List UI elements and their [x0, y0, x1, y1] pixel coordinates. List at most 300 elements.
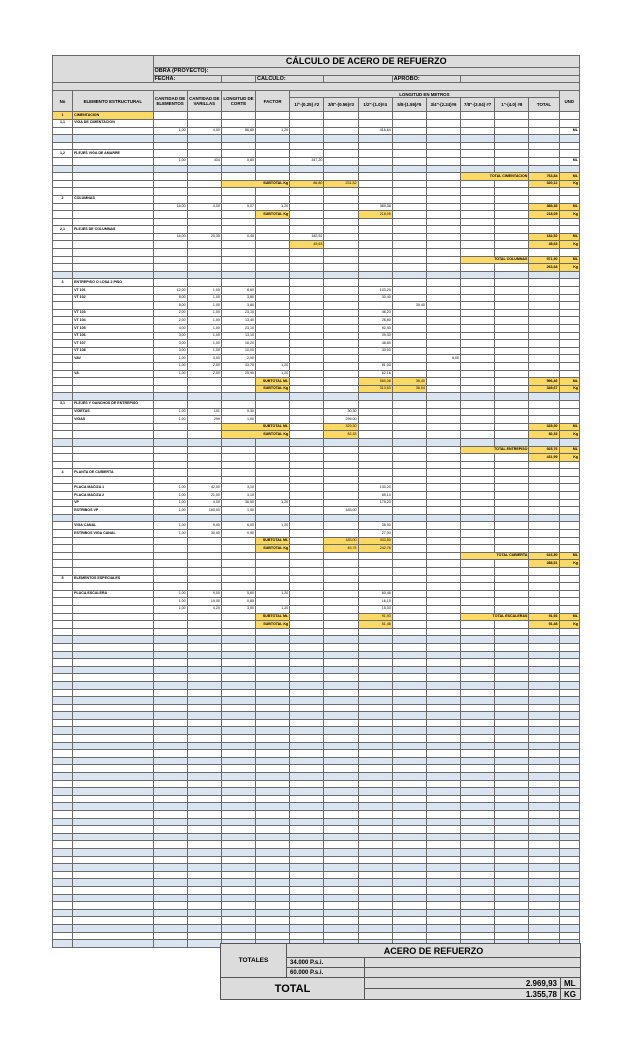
- cell-und[interactable]: [559, 469, 579, 477]
- cell-longitud-corte[interactable]: [221, 173, 255, 181]
- cell-bar-3[interactable]: [324, 727, 358, 735]
- cell-cantidad-varillas[interactable]: [187, 643, 221, 651]
- cell-cantidad-elementos[interactable]: [153, 469, 187, 477]
- cell-elemento[interactable]: [73, 735, 153, 743]
- cell-und[interactable]: [559, 226, 579, 234]
- cell-bar-2[interactable]: [290, 886, 324, 894]
- cell-bar-3[interactable]: [324, 575, 358, 583]
- cell-bar-7[interactable]: [461, 454, 495, 462]
- cell-bar-6[interactable]: [426, 636, 460, 644]
- cell-factor[interactable]: [256, 575, 290, 583]
- cell-total[interactable]: [529, 841, 559, 849]
- cell-total[interactable]: 82,33: [529, 431, 559, 439]
- cell-und[interactable]: [559, 393, 579, 401]
- cell-bar-2[interactable]: [290, 317, 324, 325]
- cell-bar-6[interactable]: [426, 613, 460, 621]
- cell-cantidad-varillas[interactable]: [187, 150, 221, 158]
- cell-cantidad-varillas[interactable]: [187, 909, 221, 917]
- cell-cantidad-elementos[interactable]: [153, 902, 187, 910]
- cell-cantidad-varillas[interactable]: [187, 940, 221, 948]
- cell-bar-6[interactable]: [426, 621, 460, 629]
- cell-no[interactable]: [53, 180, 73, 188]
- cell-cantidad-varillas[interactable]: [187, 795, 221, 803]
- cell-elemento[interactable]: PLACA MACIZA 1: [73, 484, 153, 492]
- cell-bar-5[interactable]: [392, 362, 426, 370]
- cell-bar-4[interactable]: [358, 575, 392, 583]
- cell-no[interactable]: [53, 264, 73, 272]
- cell-bar-5[interactable]: [392, 886, 426, 894]
- cell-bar-8[interactable]: [495, 507, 529, 515]
- cell-bar-7[interactable]: [461, 628, 495, 636]
- cell-factor[interactable]: [256, 864, 290, 872]
- cell-und[interactable]: ML: [559, 446, 579, 454]
- cell-bar-3[interactable]: [324, 788, 358, 796]
- cell-bar-5[interactable]: [392, 659, 426, 667]
- cell-bar-5[interactable]: [392, 423, 426, 431]
- cell-und[interactable]: [559, 461, 579, 469]
- cell-elemento[interactable]: [73, 841, 153, 849]
- cell-bar-7[interactable]: [461, 795, 495, 803]
- cell-bar-4[interactable]: [358, 469, 392, 477]
- cell-bar-4[interactable]: [358, 871, 392, 879]
- cell-factor[interactable]: [256, 552, 290, 560]
- cell-cantidad-elementos[interactable]: [153, 940, 187, 948]
- cell-no[interactable]: [53, 795, 73, 803]
- cell-bar-4[interactable]: [358, 689, 392, 697]
- cell-factor[interactable]: [256, 803, 290, 811]
- cell-total[interactable]: [529, 537, 559, 545]
- cell-elemento[interactable]: [73, 264, 153, 272]
- cell-und[interactable]: [559, 894, 579, 902]
- cell-longitud-corte[interactable]: 25,90: [221, 370, 255, 378]
- cell-total[interactable]: [529, 651, 559, 659]
- cell-bar-2[interactable]: 347,20: [290, 157, 324, 165]
- cell-bar-4[interactable]: [358, 461, 392, 469]
- cell-total[interactable]: [529, 416, 559, 424]
- cell-cantidad-varillas[interactable]: [187, 119, 221, 127]
- cell-total[interactable]: [529, 507, 559, 515]
- cell-bar-7[interactable]: [461, 917, 495, 925]
- cell-bar-8[interactable]: [495, 598, 529, 606]
- cell-elemento[interactable]: [73, 940, 153, 948]
- cell-bar-3[interactable]: [324, 264, 358, 272]
- cell-total[interactable]: 218,05: [529, 211, 559, 219]
- cell-bar-3[interactable]: [324, 218, 358, 226]
- cell-longitud-corte[interactable]: [221, 545, 255, 553]
- cell-factor[interactable]: [256, 347, 290, 355]
- cell-bar-2[interactable]: [290, 211, 324, 219]
- cell-bar-4[interactable]: [358, 909, 392, 917]
- cell-bar-7[interactable]: [461, 476, 495, 484]
- cell-bar-8[interactable]: [495, 712, 529, 720]
- cell-bar-3[interactable]: 82,33: [324, 431, 358, 439]
- cell-elemento[interactable]: [73, 666, 153, 674]
- cell-no[interactable]: [53, 712, 73, 720]
- cell-cantidad-varillas[interactable]: [187, 848, 221, 856]
- cell-longitud-corte[interactable]: SUBTOTAL ML: [221, 423, 289, 431]
- cell-factor[interactable]: [256, 393, 290, 401]
- cell-bar-5[interactable]: [392, 681, 426, 689]
- cell-und[interactable]: [559, 355, 579, 363]
- cell-factor[interactable]: [256, 788, 290, 796]
- cell-longitud-corte[interactable]: [221, 226, 255, 234]
- cell-bar-5[interactable]: [392, 461, 426, 469]
- cell-longitud-corte[interactable]: [221, 560, 255, 568]
- cell-bar-3[interactable]: [324, 871, 358, 879]
- cell-bar-4[interactable]: [358, 507, 392, 515]
- cell-longitud-corte[interactable]: [221, 727, 255, 735]
- cell-bar-3[interactable]: [324, 378, 358, 386]
- cell-no[interactable]: [53, 621, 73, 629]
- cell-elemento[interactable]: [73, 826, 153, 834]
- cell-bar-5[interactable]: [392, 203, 426, 211]
- cell-bar-7[interactable]: TOTAL ENTREPISO: [461, 446, 529, 454]
- cell-bar-2[interactable]: [290, 750, 324, 758]
- cell-factor[interactable]: [256, 476, 290, 484]
- cell-bar-2[interactable]: [290, 203, 324, 211]
- cell-bar-7[interactable]: [461, 325, 495, 333]
- cell-bar-8[interactable]: [495, 826, 529, 834]
- cell-cantidad-elementos[interactable]: [153, 651, 187, 659]
- cell-cantidad-varillas[interactable]: [187, 431, 221, 439]
- cell-longitud-corte[interactable]: 3,00: [221, 605, 255, 613]
- cell-und[interactable]: [559, 659, 579, 667]
- cell-bar-4[interactable]: [358, 886, 392, 894]
- cell-und[interactable]: [559, 795, 579, 803]
- cell-bar-5[interactable]: [392, 233, 426, 241]
- cell-cantidad-varillas[interactable]: [187, 545, 221, 553]
- cell-elemento[interactable]: [73, 636, 153, 644]
- cell-bar-4[interactable]: [358, 112, 392, 120]
- cell-bar-2[interactable]: [290, 697, 324, 705]
- cell-bar-4[interactable]: 103,20: [358, 287, 392, 295]
- cell-total[interactable]: 320,12: [529, 180, 559, 188]
- cell-cantidad-varillas[interactable]: [187, 613, 221, 621]
- cell-total[interactable]: 571,90: [529, 256, 559, 264]
- cell-elemento[interactable]: [73, 446, 153, 454]
- cell-bar-8[interactable]: [495, 788, 529, 796]
- calculo-value[interactable]: [324, 75, 392, 83]
- cell-cantidad-varillas[interactable]: [187, 173, 221, 181]
- cell-longitud-corte[interactable]: [221, 537, 255, 545]
- cell-und[interactable]: [559, 287, 579, 295]
- cell-bar-7[interactable]: [461, 735, 495, 743]
- cell-bar-3[interactable]: [324, 127, 358, 135]
- cell-bar-5[interactable]: [392, 742, 426, 750]
- cell-cantidad-varillas[interactable]: [187, 811, 221, 819]
- cell-factor[interactable]: [256, 742, 290, 750]
- cell-bar-7[interactable]: [461, 598, 495, 606]
- cell-bar-3[interactable]: [324, 742, 358, 750]
- cell-no[interactable]: [53, 704, 73, 712]
- cell-no[interactable]: [53, 492, 73, 500]
- cell-elemento[interactable]: [73, 249, 153, 257]
- cell-elemento[interactable]: [73, 909, 153, 917]
- cell-bar-2[interactable]: [290, 332, 324, 340]
- cell-bar-6[interactable]: [426, 241, 460, 249]
- cell-cantidad-varillas[interactable]: [187, 864, 221, 872]
- cell-bar-6[interactable]: [426, 271, 460, 279]
- cell-bar-4[interactable]: [358, 438, 392, 446]
- cell-total[interactable]: 596,46: [529, 378, 559, 386]
- cell-bar-7[interactable]: [461, 902, 495, 910]
- cell-factor[interactable]: [256, 719, 290, 727]
- cell-elemento[interactable]: VP: [73, 499, 153, 507]
- cell-no[interactable]: [53, 309, 73, 317]
- cell-longitud-corte[interactable]: [221, 195, 255, 203]
- cell-no[interactable]: [53, 446, 73, 454]
- cell-bar-6[interactable]: [426, 605, 460, 613]
- cell-bar-8[interactable]: [495, 408, 529, 416]
- cell-bar-5[interactable]: [392, 689, 426, 697]
- cell-bar-3[interactable]: 231,52: [324, 180, 358, 188]
- cell-bar-3[interactable]: [324, 765, 358, 773]
- cell-und[interactable]: [559, 651, 579, 659]
- cell-cantidad-varillas[interactable]: [187, 924, 221, 932]
- cell-bar-7[interactable]: [461, 287, 495, 295]
- cell-bar-4[interactable]: [358, 476, 392, 484]
- cell-longitud-corte[interactable]: [221, 894, 255, 902]
- cell-bar-3[interactable]: [324, 241, 358, 249]
- cell-bar-5[interactable]: [392, 848, 426, 856]
- cell-total[interactable]: [529, 279, 559, 287]
- cell-bar-8[interactable]: [495, 871, 529, 879]
- cell-bar-3[interactable]: [324, 142, 358, 150]
- cell-cantidad-elementos[interactable]: [153, 226, 187, 234]
- cell-bar-6[interactable]: [426, 560, 460, 568]
- cell-bar-4[interactable]: [358, 393, 392, 401]
- cell-factor[interactable]: [256, 256, 290, 264]
- cell-cantidad-varillas[interactable]: 19,00: [187, 598, 221, 606]
- cell-factor[interactable]: [256, 818, 290, 826]
- cell-total[interactable]: [529, 530, 559, 538]
- cell-factor[interactable]: [256, 446, 290, 454]
- cell-bar-8[interactable]: [495, 188, 529, 196]
- cell-elemento[interactable]: [73, 727, 153, 735]
- cell-total[interactable]: [529, 188, 559, 196]
- cell-elemento[interactable]: [73, 879, 153, 887]
- cell-und[interactable]: [559, 917, 579, 925]
- cell-bar-7[interactable]: [461, 811, 495, 819]
- cell-und[interactable]: [559, 325, 579, 333]
- cell-bar-5[interactable]: [392, 340, 426, 348]
- cell-longitud-corte[interactable]: [221, 552, 255, 560]
- cell-factor[interactable]: [256, 651, 290, 659]
- cell-bar-4[interactable]: [358, 423, 392, 431]
- cell-und[interactable]: [559, 507, 579, 515]
- cell-bar-3[interactable]: [324, 203, 358, 211]
- cell-bar-3[interactable]: [324, 560, 358, 568]
- cell-no[interactable]: [53, 552, 73, 560]
- cell-bar-3[interactable]: [324, 309, 358, 317]
- cell-und[interactable]: Kg: [559, 264, 579, 272]
- cell-cantidad-varillas[interactable]: [187, 256, 221, 264]
- cell-und[interactable]: [559, 583, 579, 591]
- cell-bar-2[interactable]: [290, 651, 324, 659]
- cell-bar-6[interactable]: [426, 461, 460, 469]
- cell-total[interactable]: [529, 317, 559, 325]
- cell-elemento[interactable]: VT 106: [73, 332, 153, 340]
- cell-cantidad-elementos[interactable]: [153, 773, 187, 781]
- cell-cantidad-varillas[interactable]: 1,00: [187, 347, 221, 355]
- cell-cantidad-elementos[interactable]: 3,00: [153, 340, 187, 348]
- cell-bar-4[interactable]: [358, 446, 392, 454]
- cell-bar-8[interactable]: [495, 545, 529, 553]
- cell-bar-7[interactable]: [461, 127, 495, 135]
- cell-bar-6[interactable]: [426, 886, 460, 894]
- cell-bar-2[interactable]: [290, 742, 324, 750]
- cell-bar-6[interactable]: [426, 492, 460, 500]
- cell-total[interactable]: [529, 795, 559, 803]
- cell-bar-8[interactable]: [495, 932, 529, 940]
- cell-cantidad-varillas[interactable]: [187, 727, 221, 735]
- cell-cantidad-elementos[interactable]: [153, 150, 187, 158]
- cell-longitud-corte[interactable]: [221, 811, 255, 819]
- cell-no[interactable]: [53, 643, 73, 651]
- cell-no[interactable]: 5: [53, 575, 73, 583]
- cell-cantidad-elementos[interactable]: [153, 568, 187, 576]
- cell-total[interactable]: 288,51: [529, 560, 559, 568]
- cell-bar-2[interactable]: [290, 226, 324, 234]
- cell-longitud-corte[interactable]: 0,30: [221, 408, 255, 416]
- cell-bar-7[interactable]: [461, 651, 495, 659]
- cell-bar-6[interactable]: [426, 325, 460, 333]
- cell-cantidad-elementos[interactable]: [153, 795, 187, 803]
- cell-total[interactable]: [529, 894, 559, 902]
- cell-longitud-corte[interactable]: [221, 681, 255, 689]
- cell-no[interactable]: 1,2: [53, 150, 73, 158]
- cell-cantidad-elementos[interactable]: 1,00: [153, 530, 187, 538]
- cell-total[interactable]: [529, 347, 559, 355]
- cell-bar-3[interactable]: [324, 924, 358, 932]
- cell-bar-2[interactable]: [290, 590, 324, 598]
- cell-bar-6[interactable]: [426, 712, 460, 720]
- cell-no[interactable]: 3,1: [53, 400, 73, 408]
- cell-bar-4[interactable]: [358, 180, 392, 188]
- cell-bar-3[interactable]: [324, 826, 358, 834]
- cell-bar-8[interactable]: [495, 719, 529, 727]
- cell-cantidad-elementos[interactable]: 1,00: [153, 605, 187, 613]
- cell-bar-6[interactable]: [426, 598, 460, 606]
- cell-bar-6[interactable]: [426, 697, 460, 705]
- cell-cantidad-varillas[interactable]: 5,00: [187, 522, 221, 530]
- cell-total[interactable]: [529, 750, 559, 758]
- cell-bar-2[interactable]: [290, 378, 324, 386]
- cell-bar-8[interactable]: [495, 226, 529, 234]
- cell-cantidad-varillas[interactable]: [187, 803, 221, 811]
- cell-total[interactable]: [529, 226, 559, 234]
- cell-bar-7[interactable]: [461, 340, 495, 348]
- cell-longitud-corte[interactable]: [221, 841, 255, 849]
- cell-longitud-corte[interactable]: [221, 241, 255, 249]
- cell-bar-7[interactable]: [461, 157, 495, 165]
- cell-total[interactable]: [529, 150, 559, 158]
- cell-cantidad-varillas[interactable]: 4,00: [187, 203, 221, 211]
- cell-bar-2[interactable]: [290, 628, 324, 636]
- cell-bar-7[interactable]: TOTAL CIMENTACION: [461, 173, 529, 181]
- cell-bar-2[interactable]: [290, 621, 324, 629]
- cell-bar-6[interactable]: [426, 727, 460, 735]
- cell-total[interactable]: [529, 902, 559, 910]
- cell-bar-7[interactable]: [461, 871, 495, 879]
- cell-bar-5[interactable]: [392, 173, 426, 181]
- cell-bar-6[interactable]: [426, 894, 460, 902]
- cell-cantidad-varillas[interactable]: 21,00: [187, 492, 221, 500]
- cell-und[interactable]: Kg: [559, 431, 579, 439]
- cell-cantidad-elementos[interactable]: 3,00: [153, 332, 187, 340]
- cell-bar-2[interactable]: [290, 173, 324, 181]
- cell-no[interactable]: [53, 848, 73, 856]
- cell-bar-7[interactable]: [461, 195, 495, 203]
- cell-und[interactable]: Kg: [559, 385, 579, 393]
- cell-cantidad-varillas[interactable]: [187, 674, 221, 682]
- cell-bar-2[interactable]: [290, 575, 324, 583]
- cell-cantidad-varillas[interactable]: 434: [187, 157, 221, 165]
- cell-cantidad-varillas[interactable]: [187, 400, 221, 408]
- cell-und[interactable]: [559, 530, 579, 538]
- cell-cantidad-elementos[interactable]: [153, 119, 187, 127]
- cell-cantidad-varillas[interactable]: [187, 195, 221, 203]
- cell-total[interactable]: [529, 332, 559, 340]
- cell-bar-6[interactable]: [426, 780, 460, 788]
- cell-bar-7[interactable]: [461, 712, 495, 720]
- cell-bar-4[interactable]: 218,05: [358, 211, 392, 219]
- cell-no[interactable]: [53, 765, 73, 773]
- cell-longitud-corte[interactable]: SUBTOTAL Kg: [221, 180, 289, 188]
- cell-no[interactable]: [53, 347, 73, 355]
- cell-no[interactable]: [53, 719, 73, 727]
- cell-bar-8[interactable]: [495, 636, 529, 644]
- cell-no[interactable]: [53, 590, 73, 598]
- cell-cantidad-varillas[interactable]: [187, 666, 221, 674]
- cell-cantidad-elementos[interactable]: [153, 932, 187, 940]
- cell-bar-8[interactable]: [495, 795, 529, 803]
- cell-bar-8[interactable]: [495, 765, 529, 773]
- cell-bar-5[interactable]: [392, 355, 426, 363]
- cell-cantidad-elementos[interactable]: [153, 173, 187, 181]
- cell-factor[interactable]: [256, 902, 290, 910]
- cell-no[interactable]: [53, 135, 73, 143]
- cell-und[interactable]: [559, 522, 579, 530]
- cell-bar-6[interactable]: [426, 165, 460, 173]
- cell-und[interactable]: [559, 818, 579, 826]
- cell-und[interactable]: [559, 400, 579, 408]
- cell-bar-4[interactable]: 313,63: [358, 385, 392, 393]
- cell-bar-5[interactable]: 30,40: [392, 302, 426, 310]
- cell-bar-5[interactable]: [392, 317, 426, 325]
- cell-bar-4[interactable]: [358, 833, 392, 841]
- cell-cantidad-elementos[interactable]: 8,00: [153, 294, 187, 302]
- cell-bar-3[interactable]: [324, 780, 358, 788]
- cell-elemento[interactable]: [73, 211, 153, 219]
- cell-bar-8[interactable]: [495, 249, 529, 257]
- cell-bar-7[interactable]: [461, 674, 495, 682]
- cell-bar-4[interactable]: [358, 302, 392, 310]
- cell-factor[interactable]: [256, 841, 290, 849]
- cell-bar-3[interactable]: [324, 226, 358, 234]
- cell-cantidad-elementos[interactable]: [153, 188, 187, 196]
- cell-elemento[interactable]: [73, 803, 153, 811]
- cell-elemento[interactable]: [73, 218, 153, 226]
- cell-bar-5[interactable]: [392, 446, 426, 454]
- cell-bar-7[interactable]: [461, 400, 495, 408]
- cell-bar-3[interactable]: [324, 188, 358, 196]
- cell-elemento[interactable]: [73, 902, 153, 910]
- cell-elemento[interactable]: CIMENTACION: [73, 112, 153, 120]
- cell-longitud-corte[interactable]: [221, 659, 255, 667]
- cell-cantidad-varillas[interactable]: [187, 135, 221, 143]
- cell-cantidad-varillas[interactable]: 183,00: [187, 507, 221, 515]
